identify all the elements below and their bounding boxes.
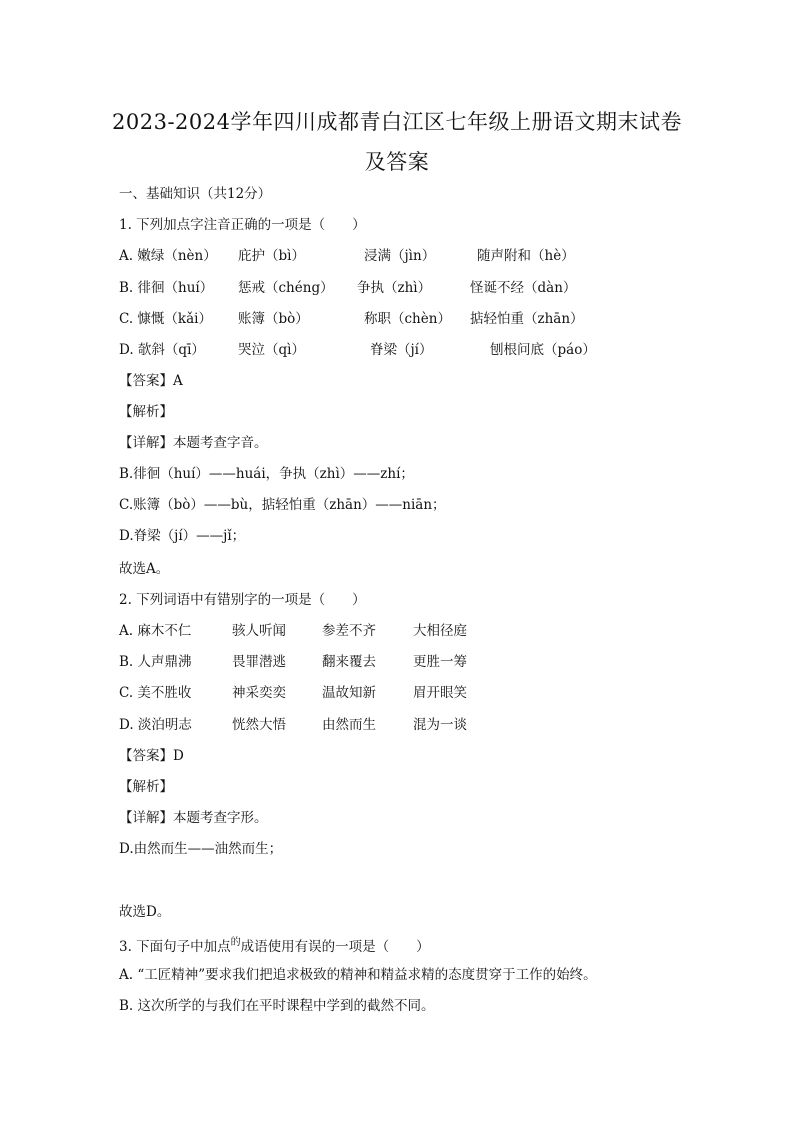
q2-option-d-3: 由然而生 xyxy=(322,717,376,733)
q2-option-a-1: A. 麻木不仁 xyxy=(119,623,192,639)
q1-note-d: D.脊梁（jí）——jǐ； xyxy=(119,528,246,544)
q1-analysis-label: 【解析】 xyxy=(119,404,173,420)
q1-option-b-4: 怪诞不经（dàn） xyxy=(470,280,577,296)
q2-option-c-3: 温故知新 xyxy=(322,685,376,701)
q1-option-a-3: 浸满（jìn） xyxy=(364,248,436,264)
q2-option-d-4: 混为一谈 xyxy=(413,717,467,733)
q1-note-b: B.徘徊（huí）——huái，争执（zhì）——zhí； xyxy=(119,466,414,482)
q2-option-c-1: C. 美不胜收 xyxy=(119,685,192,701)
q2-conclusion: 故选D。 xyxy=(119,904,171,920)
q2-option-d-1: D. 淡泊明志 xyxy=(119,717,192,733)
q1-stem: 1. 下列加点字注音正确的一项是（ ） xyxy=(119,217,366,233)
q1-option-c-1: C. 慷慨（kǎi） xyxy=(119,311,212,327)
q2-option-b-3: 翻来覆去 xyxy=(322,654,376,670)
q2-option-d-2: 恍然大悟 xyxy=(232,717,286,733)
q1-option-c-3: 称职（chèn） xyxy=(364,311,451,327)
q2-option-a-4: 大相径庭 xyxy=(413,623,467,639)
q1-conclusion: 故选A。 xyxy=(119,561,170,577)
q2-stem: 2. 下列词语中有错别字的一项是（ ） xyxy=(119,592,366,608)
q2-option-b-2: 畏罪潜逃 xyxy=(232,654,286,670)
q1-option-a-2: 庇护（bì） xyxy=(238,248,305,264)
q1-option-a-4: 随声附和（hè） xyxy=(477,248,575,264)
q3-option-b: B. 这次所学的与我们在平时课程中学到的截然不同。 xyxy=(119,998,435,1014)
q3-stem-part2: 成语使用有误的一项是（ ） xyxy=(240,939,430,955)
q3-stem xyxy=(119,938,430,955)
section-heading: 一、基础知识（共12分） xyxy=(119,186,272,202)
q1-option-c-4: 掂轻怕重（zhān） xyxy=(470,311,584,327)
q2-option-a-2: 骇人听闻 xyxy=(232,623,286,639)
q2-option-a-3: 参差不齐 xyxy=(322,623,376,639)
q2-answer: 【答案】D xyxy=(119,748,184,764)
q1-option-c-2: 账簿（bò） xyxy=(238,311,309,327)
q2-option-c-2: 神采奕奕 xyxy=(232,685,286,701)
q1-option-b-3: 争执（zhì） xyxy=(357,280,432,296)
q1-option-d-3: 脊梁（jí） xyxy=(370,342,433,358)
q3-stem-part1: 3. 下面句子中加点 xyxy=(119,939,231,955)
q1-option-b-1: B. 徘徊（huí） xyxy=(119,280,214,296)
q3-option-a: A. “工匠精神”要求我们把追求极致的精神和精益求精的态度贯穿于工作的始终。 xyxy=(119,967,597,983)
q1-option-b-2: 惩戒（chéng） xyxy=(238,280,334,296)
q1-detail: 【详解】本题考查字音。 xyxy=(119,435,268,451)
q1-answer: 【答案】A xyxy=(119,373,183,389)
q2-option-b-1: B. 人声鼎沸 xyxy=(119,654,192,670)
q2-option-b-4: 更胜一筹 xyxy=(413,654,467,670)
q2-note: D.由然而生——油然而生； xyxy=(119,841,283,857)
q1-option-d-4: 刨根问底（páo） xyxy=(490,342,596,358)
document-title-line1: 2023-2024学年四川成都青白江区七年级上册语文期末试卷 xyxy=(112,110,682,134)
q2-detail: 【详解】本题考查字形。 xyxy=(119,810,268,826)
q2-option-c-4: 眉开眼笑 xyxy=(413,685,467,701)
q1-note-c: C.账簿（bò）——bù，掂轻怕重（zhān）——niān； xyxy=(119,497,446,513)
q2-analysis-label: 【解析】 xyxy=(119,779,173,795)
document-title-line2: 及答案 xyxy=(364,150,430,174)
q1-option-d-2: 哭泣（qì） xyxy=(238,342,305,358)
q1-option-d-1: D. 欹斜（qī） xyxy=(119,342,205,358)
q3-stem-superscript: 的 xyxy=(230,937,241,948)
q1-option-a-1: A. 嫩绿（nèn） xyxy=(119,248,217,264)
